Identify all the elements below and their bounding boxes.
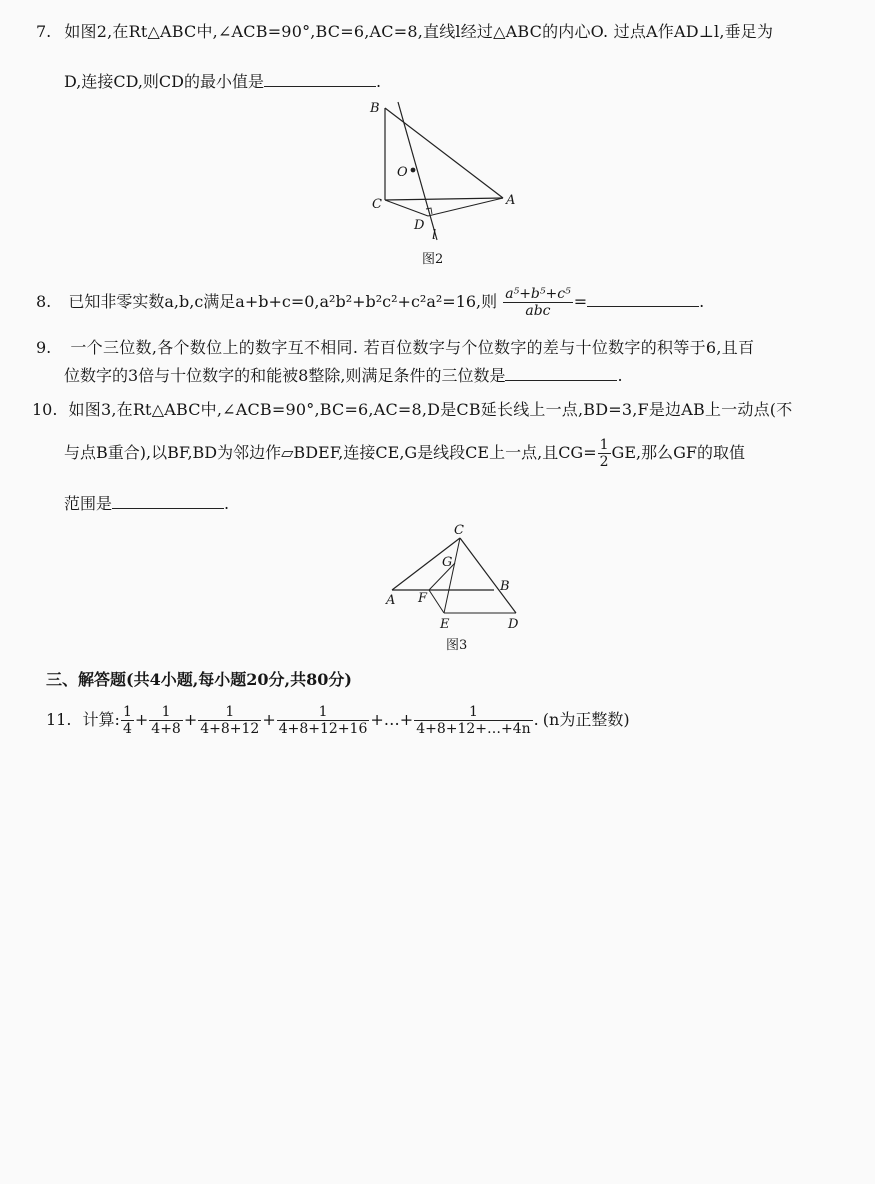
q10-period: . xyxy=(224,494,230,513)
fig2-label-l: l xyxy=(432,228,437,243)
plus-sign: + xyxy=(134,710,149,729)
ellipsis-plus: +…+ xyxy=(370,710,414,729)
q11-term-2-numerator: 1 xyxy=(161,704,171,720)
q8-answer-blank[interactable] xyxy=(587,290,699,307)
q7-period: . xyxy=(376,72,382,91)
q7-text-2: D,连接CD,则CD的最小值是 xyxy=(64,72,265,91)
q11-term-3-numerator: 1 xyxy=(225,704,235,720)
q10-text-1: 如图3,在Rt△ABC中,∠ACB=90°,BC=6,AC=8,D是CB延长线上一点,BD=3,F是边AB上一动点(不 xyxy=(68,400,793,419)
q11-term-2-denominator: 4+8 xyxy=(151,721,181,737)
q11-term-4 xyxy=(277,704,370,737)
q9-text-2: 位数字的3倍与十位数字的和能被8整除,则满足条件的三位数是 xyxy=(64,366,506,385)
plus-sign: + xyxy=(183,710,198,729)
q11-term-n-numerator: 1 xyxy=(468,704,478,720)
q7-line2 xyxy=(64,70,381,94)
q7-text-1: 如图2,在Rt△ABC中,∠ACB=90°,BC=6,AC=8,直线l经过△ABC的内心O. 过点A作AD⊥l,垂足为 xyxy=(64,22,774,41)
q10-text-4: 范围是 xyxy=(64,494,113,513)
q11-term-3 xyxy=(198,704,261,737)
q11-note: (n为正整数) xyxy=(542,710,630,729)
fig2-label-C: C xyxy=(372,197,382,212)
q11-term-n xyxy=(414,704,532,737)
q7-answer-blank[interactable] xyxy=(264,70,376,87)
q11-period: . xyxy=(533,710,539,729)
fig2-label-D: D xyxy=(414,218,425,233)
fig3-label-B: B xyxy=(500,579,510,594)
q8-equals: = xyxy=(573,292,588,311)
q7-line1 xyxy=(36,20,773,44)
fig2-label-B: B xyxy=(370,101,380,116)
fig2-caption: 图2 xyxy=(422,252,444,267)
q8-number: 8. xyxy=(36,292,52,311)
q11-term-1 xyxy=(121,704,134,737)
q8-fraction-denominator: abc xyxy=(503,302,572,319)
fig3-label-F: F xyxy=(418,591,428,606)
figure-2 xyxy=(360,98,530,248)
q10-number: 10. xyxy=(32,400,58,419)
q8-line xyxy=(36,285,704,319)
q10-text-2: 与点B重合),以BF,BD为邻边作▱BDEF,连接CE,G是线段CE上一点,且CG= xyxy=(64,443,597,462)
q11-label: 计算: xyxy=(82,710,120,729)
q10-line2 xyxy=(64,436,745,470)
q10-text-3: GE,那么GF的取值 xyxy=(611,443,745,462)
q11-term-1-numerator: 1 xyxy=(122,704,132,720)
q8-period: . xyxy=(699,292,705,311)
q8-fraction xyxy=(503,286,572,319)
q11-term-4-denominator: 4+8+12+16 xyxy=(278,721,368,737)
q11-term-n-denominator: 4+8+12+…+4n xyxy=(416,721,531,737)
q8-text: 已知非零实数a,b,c满足a+b+c=0,a²b²+b²c²+c²a²=16,则 xyxy=(68,292,498,311)
q11-line xyxy=(46,700,630,740)
q10-line3 xyxy=(64,492,229,516)
q9-line1 xyxy=(36,336,754,360)
q10-fraction-numerator: 1 xyxy=(599,437,609,453)
q9-line2 xyxy=(64,364,623,388)
fig2-label-A: A xyxy=(506,193,516,208)
q11-term-4-numerator: 1 xyxy=(318,704,328,720)
fig2-label-O: O xyxy=(397,165,408,180)
section-3-title: 三、解答题(共4小题,每小题20分,共80分) xyxy=(46,670,352,689)
q9-period: . xyxy=(617,366,623,385)
q10-fraction-denominator: 2 xyxy=(599,454,609,470)
plus-sign: + xyxy=(262,710,276,729)
q10-line1 xyxy=(32,398,792,422)
q10-answer-blank[interactable] xyxy=(112,492,224,509)
fig3-label-D: D xyxy=(508,617,519,632)
q9-text-1: 一个三位数,各个数位上的数字互不相同. 若百位数字与个位数字的差与十位数字的积等于6,且百 xyxy=(70,338,755,357)
fig3-label-A: A xyxy=(386,593,396,608)
fig3-label-C: C xyxy=(454,523,464,538)
figure-3 xyxy=(380,520,540,635)
q11-term-1-denominator: 4 xyxy=(122,721,132,737)
q10-fraction xyxy=(598,437,611,470)
q11-number: 11. xyxy=(46,710,72,729)
q7-number: 7. xyxy=(36,22,52,41)
q9-answer-blank[interactable] xyxy=(505,364,617,381)
fig3-label-G: G xyxy=(442,555,453,570)
q11-term-3-denominator: 4+8+12 xyxy=(200,721,260,737)
q9-number: 9. xyxy=(36,338,52,357)
fig3-label-E: E xyxy=(440,617,450,632)
q8-fraction-numerator: a⁵+b⁵+c⁵ xyxy=(505,286,571,302)
fig3-caption: 图3 xyxy=(446,638,468,653)
q11-term-2 xyxy=(149,704,183,737)
